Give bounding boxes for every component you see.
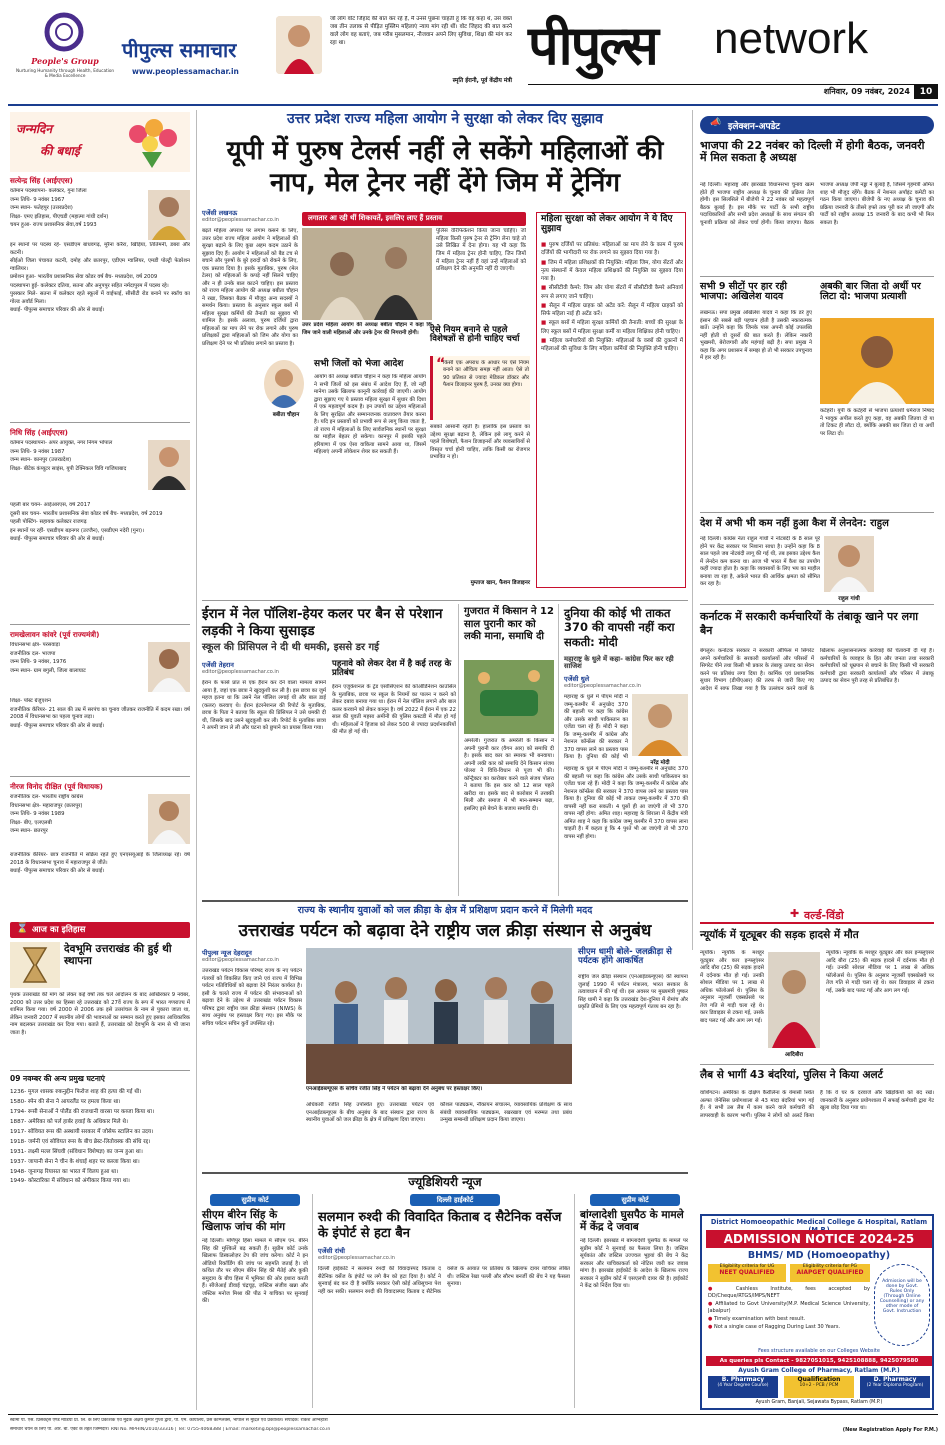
uttarakhand-photo [306,948,572,1084]
judiciary-b-body: दिल्ली हाईकोर्ट ने सलमान रुश्दी की विवादास्पद किताब द सैटेनिक वर्सेज के इंपोर्ट पर लगे बैन को हटा दिया है। कोर्ट ने सुनवाई बंद कर दी है क्योंकि सरकार ऐसी कोई अधिसूचना पेश नहीं कर सकी। सलमान रुश्दी की विवादास्पद किताब द सैटेनिक वर्सेज के आयात पर प्रतिबंध के खिलाफ दायर याचिका लंबित थी। जस्टिस रेखा पल्ली और सौरभ बनर्जी की बेंच ने यह फैसला सुनाया। [318,1266,570,1295]
suggestion-item: ■ सीसीटीवी कैमरे: जिम और योगा सेंटरों में सीसीटीवी कैमरे अनिवार्य रूप से लगाए जाने चाहिए। [541,285,683,300]
suggestions-title: महिला सुरक्षा को लेकर आयोग ने ये दिए सुझाव [541,214,673,234]
footer-rule [8,1414,938,1415]
court-badge: सुप्रीम कोर्ट [590,1194,680,1206]
masthead-rule [528,84,938,85]
uttarakhand-caption: एनआईडब्ल्यूएस के सचिव रंजीत सिंह ने पर्यटन को बढ़ावा देने अनुबंध पर हस्ताक्षर किए। [306,1086,483,1092]
event-item: 1918- जर्मनी एवं सोवियत रूस के बीच ब्रेस्ट-लितोवस्क की संधि रद्द। [10,1138,151,1145]
gujarat-photo [464,660,554,734]
lead-byline: एजेंसी लखनऊ [202,209,238,217]
judiciary-a-body: नई दिल्ली। मणिपुर हिंसा मामले में सीएम एन. बीरेन सिंह की मुश्किलें बढ़ सकती हैं। सुप्रीम कोर्ट उनके खिलाफ डिस्कलोज़र टेप की जांच करेगा। कोर्ट ने इन ऑडियो रिकॉर्डिंग की जांच पर सहमति जताई है। जो कथित तौर पर सीएम बीरेन सिंह की मैतेई और कुकी समुदाय के बीच हिंसा में भूमिका की ओर इशारा करती हैं। सीजेआई डीवाई चंद्रचूड़, जस्टिस संजीव खन्ना और जस्टिस मनोज मिश्रा की पीठ ने याचिका पर सुनवाई की। [202,1238,308,1305]
brand-hindi: पीपुल्स [528,14,657,77]
birthday-details: राजनीतिक दल- भारतीय राष्ट्रीय कांग्रेस विधानसभा क्षेत्र- महाराजपुर (छतरपुर) जन्म तिथि- 9 नवंबर 1989 शिक्षा- बीए, एलएलबी जन्म स्थान- छतरपुर [10,794,84,835]
iran-side-body: ईरान एजुकेशनल के ट्रेड एसोसिएशन की कोऑर्डिनेशन काउंसिल के मुताबिक, छात्रा पर स्कूल के नियमों का पालन न करने को लेकर दबाव बनाया गया था। ईरान में नेल पॉलिश लगाने और बाल कलर करवाने को लेकर कानून है। वर्ष 2022 में ईरान में एक 22 साल की युवती महसा अमीनी की पुलिस कस्टडी में मौत हो गई थी। महिलाओं ने हिजाब को लेकर 500 से ज्यादा प्रदर्शनकारियों की मौत हो गई थी। [332,684,456,736]
person-silhouette-icon [148,190,190,240]
ad-qualification: Qualification 10+2 - PCB / PCM [784,1376,854,1398]
divider [202,900,688,902]
lead-photo-caption: उत्तर प्रदेश महिला आयोग की अध्यक्ष बबीता चौहान ने कहा कि जिम जाने वाली महिलाओं और उनके ट्रेनर की निगरानी होगी। [302,322,432,336]
history-image [10,942,60,988]
lead-photo [302,228,432,320]
ad-ug-value: NEET QUALIFIED [719,1269,775,1276]
judiciary-section-title: ज्यूडिशियरी न्यूज [408,1175,482,1189]
column-divider [574,1194,575,1408]
judiciary-a-headline: सीएम बीरेन सिंह के खिलाफ जांच की मांग [202,1209,286,1233]
judiciary-b-email: editor@peoplessamachar.co.in [318,1255,395,1261]
lead-body: बढ़ते महिला अपराध पर लगाम कसने के लिए, उत्तर प्रदेश राज्य महिला आयोग ने महिलाओं की सुरक्षा बढ़ाने के लिए कुछ अहम कदम उठाने के सुझाव दिए हैं। आयोग ने महिलाओं को बैड टच से बचाने और पुरुषों के बुरे इरादों को रोकने के लिए, एक प्रस्ताव दिया है। इसके मुताबिक, पुरुष (मेल टेलर) को महिलाओं के कपड़े नहीं सिलने चाहिए और न ही उनके बाल काटने चाहिए। इस प्रस्ताव को राज्य महिला आयोग की अध्यक्ष बबीता चौहान ने रखा, जिसका बैठक में मौजूद अन्य सदस्यों ने समर्थन किया। प्रस्ताव के अनुसार स्कूल बसों में महिला सुरक्षा कर्मियों की तैनाती का सुझाव भी शामिल है। इसके अलावा, पुरुष दर्जियों द्वारा महिलाओं का माप लेने पर रोक लगाने और पुरुष प्रशिक्षकों द्वारा महिलाओं को जिम और योगा का प्रशिक्षण देने पर भी प्रतिबंध लगाने का प्रस्ताव है। [202,228,298,347]
page-number: 10 [914,85,938,99]
birthday-photo [148,642,190,692]
birthday-photo [148,440,190,490]
birthday-name: सत्येन्द्र सिंह (आईएएस) [10,176,73,185]
lead-kicker: उत्तर प्रदेश राज्य महिला आयोग ने सुरक्षा को लेकर दिए सुझाव [287,111,603,127]
masthead-quote-author: स्मृति ईरानी, पूर्व केंद्रीय मंत्री [452,78,512,84]
column-divider [558,604,559,896]
uttarakhand-kicker: राज्य के स्थानीय युवाओं को जल क्रीड़ा के क्षेत्र में प्रशिक्षण प्रदान करने में मिलेगी मदद [297,905,593,916]
nyc-caption: आदिबौरा [784,1052,804,1058]
paper-logo [122,36,272,64]
suggestion-item: ■ स्कूल बसों में महिला सुरक्षा कर्मियों की तैनाती: बच्चों की सुरक्षा के लिए स्कूल बसों में महिला सुरक्षा कर्मी या महिला शिक्षिका होनी चाहिए। [541,320,683,335]
judiciary-b-headline: सलमान रुश्दी की विवादित किताब द सैटेनिक वर्सेज के इंपोर्ट से हटा बैन [318,1210,562,1242]
group-tagline: Nurturing Humanity through Health, Education & Media Excellence [15,68,115,79]
divider [700,276,934,277]
event-item: 1931- लक्ष्मी मल्ल सिंघवी (संविधान विशेषज्ञ) का जन्म हुआ था। [10,1148,143,1155]
quote-mark-icon: “ [436,356,446,372]
election-lead-headline: भाजपा की 22 नवंबर को दिल्ली में होगी बैठक, जनवरी में मिल सकता है अध्यक्ष [700,139,925,165]
rahul-caption: राहुल गांधी [838,596,860,602]
divider [202,1172,688,1174]
ad-ug-box [708,1264,786,1282]
lead-quote-text: पुलिस वेरिफिकेशन किया जाना चाहिए। जो महिला किसी पुरुष ट्रेनर से ट्रेनिंग लेना चाहे तो उसे लिखित में देना होगा। यह भी कहा कि जिम में महिला ट्रेनर होनी चाहिए, जिन जिमों में महिला ट्रेनर नहीं हैं वहां उन्हें महिलाओं को प्रशिक्षण देने की अनुमति नहीं दी जाएगी। [436,228,526,273]
modi-body-cont: महाराष्ट्र के धुले में पीएम मोदी ने जम्मू-कश्मीर में अनुच्छेद 370 की बहाली पर कहा कि कांग्रेस और उसके साथी पाकिस्तान का एजेंडा चला रहे हैं। मोदी ने कहा कि जम्मू-कश्मीर में कांग्रेस और नेशनल कॉन्फ्रेंस की सरकार ने 370 वापस लाने का प्रस्ताव पास किया है। दुनिया की कोई भी ताकत जम्मू-कश्मीर में 370 की वापसी नहीं करा सकती। 4 घुसों ही आ जाएंगी तो भी 370 वापस नहीं होगा: अमित शाह। महाराष्ट्र के शिराला में केंद्रीय मंत्री अमित शाह ने कहा कि कांग्रेस जम्मू कश्मीर में 370 वापस लाना चाहती है। मैं कहता हूं कि 4 पुश्ते भी आ जाएंगी तो भी 370 वापस नहीं होगा। [564,766,688,840]
person-caption: बबीता चौहान [272,412,300,418]
divider [10,1070,190,1071]
sub1-title: सभी जिलों को भेजा आदेश [314,359,404,369]
ad-d-pharm: D. Pharmacy (2 Year Diploma Program) [860,1376,930,1398]
rahul-headline: देश में अभी भी कम नहीं हुआ कैश में लेनदेन: राहुल [700,518,889,529]
masthead-quote: जो लोग वोट जिहाद की बात कर रहे हैं, मैं उनसे पूछना चाहती हूं कि वह कहां थे, उस वक्त जब तीन तलाक से पीड़ित मुस्लिम महिलाएं न्याय मांग रही थीं। वोट जिहाद की बात करने वाले लोग वह बताएं, जब गरीब मुसलमान, नौजवान अपने लिए सुविधा, शिक्षा की मांग कर रहा था। [330,16,512,46]
ad-fees-note: Fees structure available on our Colleges Website [758,1348,880,1354]
ad-b-pharm: B. Pharmacy (4 Year Degree Course) [708,1376,778,1398]
lead-quote-label-bar [302,212,526,226]
car-burial-photo-icon [464,660,554,734]
person-silhouette-icon [264,360,304,408]
lead-email: editor@peoplessamachar.co.in [202,217,279,223]
column-divider [458,604,459,896]
uttarakhand-byline: पीपुल्स न्यूज देहरादून [202,949,252,957]
quote-author-photo [276,16,322,74]
modi-byline: एजेंसी धुले [564,675,590,683]
person-silhouette-icon [148,642,190,692]
birthday-name: रामखेलावन कांवरे (पूर्व राज्यमंत्री) [10,630,100,639]
event-item: 1949- कोस्टारिका में संविधान को अंगीकार किया गया था। [10,1178,130,1185]
iran-headline: ईरान में नेल पॉलिश-हेयर कलर पर बैन से परेशान लड़की ने किया सुसाइड [202,606,443,639]
network-brand [528,6,938,86]
group-name: People's Group [31,56,99,66]
peoples-group-logo-icon [44,12,84,52]
event-item: 1580- स्पेन की सेना ने आयरलैंड पर हमला किया था। [10,1098,121,1105]
group-logo-block [14,10,116,100]
suggestion-item: ■ जिम में महिला प्रशिक्षकों की नियुक्ति: महिला जिम, योगा सेंटरों और नृत्य संस्थानों में केवल महिला प्रशिक्षकों की नियुक्ति का सुझाव दिया गया है। [541,259,683,282]
history-headline: देवभूमि उत्तराखंड की हुई थी स्थापना [64,943,172,967]
candidate-poster-icon [820,318,934,404]
header-rule [8,104,938,106]
sub2-quote: किसी एक अपराध के आधार पर ऐसे नियम बनाने का औचित्य समझ नहीं आता। ऐसे तो 90 प्रतिशत से ज्यादा मेडिकल डॉक्टर और फैशन डिजाइनर पुरुष हैं, उनका क्या होगा। [443,360,529,389]
event-item: 1794- रूसी सेनाओं ने पोलैंड की राजधानी वारसा पर कब्जा किया था। [10,1108,155,1115]
court-badge: सुप्रीम कोर्ट [210,1194,300,1206]
suggestions-box [536,212,686,588]
lead-headline: यूपी में पुरुष टेलर्स नहीं ले सकेंगे महिलाओं की नाप, मेल ट्रेनर नहीं देंगे जिम में ट्रेनिंग [226,136,664,198]
paper-name: पीपुल्स समाचार [122,38,237,62]
flower-bouquet-icon [120,116,184,168]
karnataka-body: बेंगलुरु। कर्नाटक सरकार ने सरकारी ऑफिस में सिगरेट अपने कर्मचारियों के सरकारी कार्यालयों और परिसरों में सिगरेट पीने तथा किसी भी प्रकार के तंबाकू उत्पाद का सेवन करने पर प्रतिबंध लगा दिया है। कार्मिक एवं प्रशासनिक सुधार विभाग (डीपीएआर) की तरफ से जारी किए गए आदेश में साफ लिखा गया है कि उल्लंघन करने वालों के खिलाफ अनुशासनात्मक कार्रवाई की चेतावनी दी गई है। कर्मचारियों के व्यवहार के हित और जनता तथा सरकारी कर्मचारियों को धूम्रपान से बचाने के लिए किसी भी सरकारी कर्मचारी द्वारा सरकारी कार्यालयों और परिसर में तंबाकू उत्पाद का सेवन पूरी तरह से प्रतिबंधित है। [700,648,934,692]
iran-email: editor@peoplessamachar.co.in [202,669,279,675]
divider [202,600,688,601]
footer-line-1: स्वामी पी. एस. प्रिसेक्ट्स एण्ड मीडिया प्रा. लि. के लिए प्रकाशक एवं मुद्रक अक्षय कुमार गुप्ता द्वारा, पी. एम. कार्यालय, प्रेस कॉम्प्लेक्स, भोपाल से मुद्रित एवं प्रकाशित। संपादक: राकेश अग्निहोत्री [10,1418,328,1423]
brand-english: network [714,14,869,63]
modi-email: editor@peoplessamachar.co.in [564,683,641,689]
judiciary-c-headline: बांग्लादेशी घुसपैठ के मामले में केंद्र दे जवाब [580,1209,684,1233]
divider [700,1064,934,1065]
hourglass-icon: ⌛ [16,923,29,934]
sub2-title: ऐसे नियम बनाने से पहले विशेषज्ञों से होनी चाहिए चर्चा [430,325,520,345]
divider [10,776,190,777]
suggestion-item: ■ महिला कर्मचारियों की नियुक्ति: महिलाओं के वस्त्रों की दुकानों में महिलाओं की सुविधा के लिए महिला कर्मियों की नियुक्ति होनी चाहिए। [541,337,683,352]
person-silhouette-icon [824,536,874,592]
iran-subhead: स्कूल की प्रिंसिपल ने दी थी धमकी, इससे डर गई [202,642,380,653]
divider [700,512,934,513]
nyc-body: न्यूयॉर्क। न्यूयॉर्क के मशहूर यूट्यूबर और कार इन्फ्लुएंसर आदि बौरा (25) की सड़क हादसे में दर्दनाक मौत हो गई। उनकी सोशल मीडिया पर 1 लाख से अधिक फॉलोअर्स थे। पुलिस के अनुसार न्यूजर्सी एक्सप्रेसवे पर तेज गति से गाड़ी चला रहे थे। कार डिवाइडर से टकरा गई, उसके बाद पलट गई और आग लग गई। [700,950,764,1024]
hourglass-illustration-icon [10,942,60,988]
agreement-signing-photo-icon [306,948,572,1084]
uttarakhand-col2-body: अधिकारी रंजीत सिंह उपस्थित हुए। उत्तराखंड पर्यटन एवं एनआईडब्ल्यूएस के बीच अनुबंध के बाद संस्थान द्वारा राज्य के स्थानीय युवाओं को जल क्रीड़ा के क्षेत्र में प्रशिक्षण दिया जाएगा। [306,1102,434,1124]
ad-college: District Homoeopathic Medical College & Hospital, Ratlam [710,1218,928,1226]
birthday-details: राजनीतिक कॅरियर- छात्र राजनीति में सक्रिय रहते हुए एनएसयूआई के जिलाध्यक्ष रहे। वर्ष 2018 के विधानसभा चुनाव में महाराजपुर से जीते। बधाई- पीपुल्स समाचार परिवार की ओर से बधाई। [10,852,190,875]
event-item: 1948- जूनागढ़ रियासत का भारत में विलय हुआ था। [10,1168,119,1175]
gujarat-headline: गुजरात में किसान ने 12 साल पुरानी कार को लकी माना, समाधि दी [464,606,554,642]
uttarakhand-col3-body: कौशल पाठ्यक्रम, नौकायन संचालन, व्यावसायिक प्रशिक्षण के साथ संबंधी व्यावसायिक पाठ्यक्रम, रखरखाव एवं मरम्मत तथा प्रबंध उन्मुख सम्बन्धी प्रशिक्षण प्रदान किया जाएगा। [440,1102,572,1124]
column-divider [692,110,693,950]
footer-registration-note: (New Registration Apply For P.M.) [842,1427,938,1433]
sub2-body: सबको आसानी रहती है। हालांकि इस प्रस्ताव का उद्देश्य सुरक्षा बढ़ाना है, लेकिन इसे लागू करने से पहले विशेषज्ञों, फैशन डिजाइनरों और व्यवसायियों से विस्तृत चर्चा होनी चाहिए, ताकि किसी का रोजगार प्रभावित न हो। [430,424,530,461]
column-divider [196,110,197,1410]
ad-address: Ayush Gram, Banjali, Sejawata Bypass, Ratlam (M.P.) [755,1400,883,1405]
column-divider [312,1194,313,1408]
megaphone-icon: 📣 [710,118,722,128]
election-tag: इलेक्शन-अपडेट [728,122,780,132]
ad-courses: BHMS/ MD (Homoeopathy) [747,1250,891,1261]
iran-byline: एजेंसी तेहरान [202,661,234,669]
iran-side-title: पहनावे को लेकर देश में है कई तरह के प्रतिबंध [332,659,452,679]
person-silhouette-icon [276,16,322,74]
suggestions-list [541,241,683,585]
ad-features: ● Cashless Institute, fees accepted by DD/Cheque/RTGS/IMPS/NEFT ● Affiliated to Govt University(M.P. Medical Science University, Jabalpur) ● Timely examination with best result. ● Not a single case of Ragging During Last 30 Years. [708,1286,870,1330]
meeting-photo-icon [302,228,432,320]
sub2-quote-box [430,356,530,420]
person-photo [264,360,304,408]
ad-pg-box [790,1264,870,1282]
ad-bottom-college: Ayush Gram College of Pharmacy, Ratlam (M.P.) [738,1367,900,1374]
world-tag-bar [700,906,934,924]
birthday-name: नीरज विनोद दीक्षित (पूर्व विधायक) [10,782,103,791]
birthday-details: इन स्थानों पर पदस्थ रहे- एसडीएम बांधवगढ़, मुरैना करैरा, खिड़िया, तितिमनी, डबरा और कटनी। सीईओ जिला पंचायत कटनी, दमोह और छतरपुर, एडीएम ग्वालियर, एमडी पोल्ट्री फेडरेशन ग्वालियर। प्रमोशन हुआ- भारतीय प्रशासनिक सेवा कोडर वर्ष बैच- मध्यप्रदेश, वर्ष 2009 पदस्थापना हुई- कलेक्टर दतिया, सतना और अनुपपुर सहित नर्मदापुरम में पदस्थ रहे। पुरस्कार मिले- सतना में कलेक्टर रहते स्कूलों में वाईफाई, सीसीटी रोड बनाने पर स्कॉच का गोल्ड अवॉर्ड मिला। बधाई- पीपुल्स समाचार परिवार की ओर से बधाई। [10,242,190,314]
suggestion-item: ■ सैलून में महिला ग्राहक को अटेंड करें: सैलून में महिला ग्राहकों को सिर्फ महिला नाई ही अटेंड करें। [541,302,683,317]
footer-line-2: समाचार चयन के लिए पी. आर. बी. एक्ट के तहत जिम्मेदार। RNI No. MPHIN/2010/33316 | Tel: 0755-4068388 | Email: marketing.bpl@peoplessamachar.co.in [10,1427,331,1432]
event-item: 1937- जापानी सेना ने चीन के शंघाई शहर पर कब्जा किया था। [10,1158,140,1165]
person-silhouette-icon [632,694,688,756]
nyc-photo [768,952,820,1048]
issue-date: शनिवार, 09 नवंबर, 2024 [823,87,910,96]
karnataka-headline: कर्नाटक में सरकारी कर्मचारियों के तंबाकू खाने पर लगा बैन [700,610,919,637]
ad-ug-label: Eligibility criteria for UG [719,1264,775,1269]
ad-pg-label: Eligibility criteria for PG [802,1264,858,1269]
person-silhouette-icon [768,952,820,1048]
sub1-body: आयोग की अध्यक्ष बबीता चौहान ने कहा कि महिला आयोग ने सभी जिलों को इस संबंध में आदेश दिए हैं, जो नहीं मानेगा उसके खिलाफ कानूनी कार्रवाई की जाएगी। आयोग द्वारा सुझाए गए ये प्रस्ताव महिला सुरक्षा में सुधार की दिशा में एक महत्वपूर्ण कदम है। इन उपायों का उद्देश्य महिलाओं के लिए सुरक्षित और सम्मानजनक वातावरण तैयार करना है। यदि इन प्रस्तावों को प्रभावी रूप से लागू किया जाता है, तो राज्य में महिलाओं के लिए सार्वजनिक स्थानों पर सुरक्षा का माहौल बेहतर हो सकेगा। कानपुर में इसकी पहले हरियाणा में एक ऐसा वाकिया सामने आया था, जिसमें महिलाएं अपनी लोकेशन शेयर कर सकती हैं। [314,374,426,456]
birthday-details: पहली बार चयन- आईआरएस, वर्ष 2017 दूसरी बार चयन- भारतीय प्रशासनिक सेवा कोडर वर्ष बैच- मध्यप्रदेश, वर्ष 2019 पहली पोस्टिंग- सहायक कलेक्टर राजगढ़ इन स्थानों पर रहीं- एसडीएम बड़नगर (उज्जैन), एसडीएम नदेरी (गुना)। बधाई- पीपुल्स समाचार परिवार की ओर से बधाई। [10,502,163,543]
sub2-author: मुम्ताज खान, फैशन डिजाइनर [470,580,530,586]
ad-side-note: Admission will be done by Govt. Rules Only (Through Online Counselling) or any other mode of Govt. Instruction [874,1264,930,1346]
uttarakhand-headline: उत्तराखंड पर्यटन को बढ़ावा देने राष्ट्रीय जल क्रीड़ा संस्थान से अनुबंध [238,921,652,941]
divider [700,604,934,605]
birthday-details: विधानसभा क्षेत्र- परसवाड़ा राजनीतिक दल- भाजपा जन्म तिथि- 9 नवंबर, 1976 जन्म स्थान- ग्राम बगुली, जिला बालाघाट [10,642,86,674]
modi-subhead: महाराष्ट्र के धुले में कहा- कांग्रेस फिर कर रही साजिश [564,655,674,671]
history-section-title: आज का इतिहास [32,925,86,935]
katihar-headline: अबकी बार जिता दो अर्थी पर लिटा दो: भाजपा प्रत्याशी [820,281,921,303]
judiciary-c-body: नई दिल्ली। झारखंड में बांग्लादेशी घुसपैठ के मामले पर सुप्रीम कोर्ट ने सुनवाई का फैसला लिया है। जस्टिस सूर्यकांत और जस्टिस उज्ज्वल भुइयां की बेंच ने केंद्र सरकार और याचिकाकर्ता को नोटिस जारी कर जवाब मांगा है। झारखंड हाईकोर्ट के आदेश के खिलाफ राज्य सरकार ने सुप्रीम कोर्ट में एसएलपी दायर की है। हाईकोर्ट ने केंद्र को निर्देश दिया था। [580,1238,688,1290]
birthday-photo [148,190,190,240]
birthday-photo [148,794,190,844]
ad-queries[interactable]: As queries pls Contact - 9827051015, 9425108888, 9425079580 [706,1356,932,1366]
election-tag-bar [700,116,934,134]
katihar-photo [820,318,934,404]
nyc-headline: न्यूयॉर्क में यूट्यूबर की सड़क हादसे में मौत [700,929,859,941]
court-badge: दिल्ली हाईकोर्ट [410,1194,500,1206]
nyc-body-cont: न्यूयॉर्क। न्यूयॉर्क के मशहूर यूट्यूबर और कार इन्फ्लुएंसर आदि बौरा (25) की सड़क हादसे में दर्दनाक मौत हो गई। उनकी सोशल मीडिया पर 1 लाख से अधिक फॉलोअर्स थे। पुलिस के अनुसार न्यूजर्सी एक्सप्रेसवे पर तेज गति से गाड़ी चला रहे थे। कार डिवाइडर से टकरा गई, उसके बाद पलट गई और आग लग गई। [826,950,934,994]
rahul-photo [824,536,874,592]
events-title: 09 नवम्बर की अन्य प्रमुख घटनाएं [10,1074,105,1083]
modi-photo [632,694,688,756]
iran-body: ईरान के फार्स प्रांत से एक हैरान कर देने वाला मामला सामने आया है, जहां एक छात्रा ने खुदकुशी कर ली है। इस छात्रा का जुर्म महज इतना था कि उसने नेल पॉलिश लगाई थी और बाल डाई (कलर) करवाए थे। ईरान इंटरनेशनल की रिपोर्ट के मुताबिक, छात्रा के पिता ने बताया कि स्कूल की प्रिंसिपल ने उसे धमकी दी थी, जिसके बाद उसने खुदकुशी कर ली। रिपोर्ट के मुताबिक छात्रा ने अपनी जान ले ली और घटना को छुपाने का प्रयास किया गया। [202,680,326,732]
globe-icon: ✚ [790,907,800,920]
monkey-headline: लैब से भागीं 43 बंदरियां, पुलिस ने किया अलर्ट [700,1069,883,1081]
history-section-header [10,922,190,938]
admission-ad[interactable] [700,1214,934,1410]
rahul-body: नई दिल्ली। कांग्रेस नेता राहुल गांधी ने नोटबंदी के 8 साल पूरे होने पर केंद्र सरकार पर निशाना साधा है। उन्होंने कहा कि 8 साल पहले जब नोटबंदी लागू की गई थी, तब इसका उद्देश्य कैश में लेनदेन कम करना था। आज भी भारत में कैश का उपयोग कहीं ज्यादा होता है। कहा कि व्यवसायों के लिए भय का माहौल बनाया जा रहा है, अकेले भारत की आर्थिक क्षमता को सीमित कर रहा है। [700,536,820,588]
uttarakhand-email: editor@peoplessamachar.co.in [202,957,279,963]
events-list [10,1088,190,1406]
world-tag: वर्ल्ड-विंडो [804,909,844,922]
modi-caption: नरेंद्र मोदी [650,760,670,766]
uttarakhand-side-title: सीएम धामी बोले- जलक्रीड़ा से पर्यटक होंगे आकर्षित [578,947,672,967]
birthday-details: वर्तमान पदस्थापना- कलेक्टर, गुना जिला जन्म तिथि- 9 नवंबर 1967 जन्म स्थान- फतेहपुर (उत्तरप्रदेश) शिक्षा- एमए इतिहास, पीएचडी (महात्मा गांधी दर्शन) चयन हुआ- राज्य प्रशासनिक सेवा,वर्ष 1993 [10,188,109,229]
uttarakhand-side-body: राष्ट्रीय जल क्रीड़ा संस्थान (एनआईडब्ल्यूएस) की स्थापना जुलाई 1990 में पर्यटन मंत्रालय, भारत सरकार के तत्वावधान में की गई थी। इस अवसर पर मुख्यमंत्री पुष्कर सिंह धामी ने कहा कि उत्तराखंड देश-दुनिया में रोमांच और प्रकृति प्रेमियों के लिए एक महत्वपूर्ण गंतव्य बन रहा है। [578,974,688,1011]
person-silhouette-icon [148,440,190,490]
modi-body: महाराष्ट्र के धुले में पीएम मोदी ने जम्मू-कश्मीर में अनुच्छेद 370 की बहाली पर कहा कि कांग्रेस और उसके साथी पाकिस्तान का एजेंडा चला रहे हैं। मोदी ने कहा कि जम्मू-कश्मीर में कांग्रेस और नेशनल कॉन्फ्रेंस की सरकार ने 370 वापस लाने का प्रस्ताव पास किया है। दुनिया की कोई भी [564,694,628,760]
akhilesh-headline: सभी 9 सीटों पर हार रही भाजपा: अखिलेश यादव [700,281,787,303]
monkey-body: वाशिंगटन। अमेरिका के दक्षिण कैरोलिना के येमासी स्थित अल्फा जेनेसिस प्रयोगशाला से 43 मादा बंदरियां भाग गई हैं। ये सभी उस लैब में काम करने वाले कर्मचारी की लापरवाही के कारण भागीं। पुलिस ने लोगों को अलर्ट किया है कि वे घर के दरवाजे और खिड़कियों को बंद रखें। जानकारी के अनुसार प्रयोगशाला में सफाई कर्मचारी द्वारा गेट खुला छोड़ दिया गया था। [700,1090,934,1119]
divider [10,624,190,625]
birthday-title-bottom: की बधाई [40,144,80,158]
katihar-body: कटेहरी। यूपी के कटेहरी से भाजपा प्रत्याशी धर्मराज निषाद ने भावुक अपील करते हुए कहा, वह अबकी जितवा दो या तो टिकट ही लौटा दो, क्योंकि अबकी बार जिता दो या अर्थी पर लिटा दो। [820,408,934,437]
event-item: 1236- मुगल शासक रुकनुद्दीन फिरोज शाह की हत्या की गई थी। [10,1089,142,1095]
judiciary-b-byline: एजेंसी रांची [318,1247,345,1255]
election-lead-body: नई दिल्ली। महाराष्ट्र और झारखंड विधानसभा चुनाव खत्म होते ही भाजपा राष्ट्रीय अध्यक्ष के चुनाव की प्रक्रिया तेज होगी। इस सिलसिले में बीजेपी ने 22 नवंबर को महत्वपूर्ण बैठक बुलाई है। इस मौके पर पार्टी के सभी राष्ट्रीय पदाधिकारियों और सभी प्रदेश अध्यक्षों के साथ संगठन की चुनावी प्रक्रिया को लेकर चर्चा होगी। किया जाएगा। बैठक भाजपा अध्यक्ष जेपी नड्डा ने बुलाई है, जिसमें गृहमंत्री अमित शाह भी मौजूद रहेंगे। बैठक में नेशनल अपॉइंट कमेटी का गठन किया जाएगा। बीजेपी के नए अध्यक्ष के चुनाव की प्रक्रिया जनवरी के तीसरे हफ्ते तक पूरी कर ली जाएगी और पार्टी को राष्ट्रीय अध्यक्ष 15 जनवरी के बाद कभी भी मिल सकता है। [700,182,934,226]
birthday-details: वर्तमान पदस्थापना- अपर आयुक्त, नगर निगम भोपाल जन्म तिथि- 9 नवंबर 1987 जन्म स्थान- कानपुर (उत्तरप्रदेश) शिक्षा- बीटेक कंप्यूटर साइंस, यूपी टेक्निकल विवि गाजियाबाद [10,440,127,472]
ad-pg-value: AIAPGET QUALIFIED [796,1269,864,1276]
event-item: 1917- सोवियत रूस की अस्थायी सरकार में जोसेफ स्टालिन का उदय। [10,1128,154,1135]
birthday-header [10,112,190,172]
lead-quote-label: लगातार आ रही थीं शिकायतें, इसलिए लाए हैं प्रस्ताव [308,214,443,222]
event-item: 1887- अमेरिका को पर्ल हार्बर हवाई के अधिकार मिले थे। [10,1118,129,1125]
akhilesh-body: लखनऊ। सपा प्रमुख अखिलेश यादव ने कहा कि डरे हुए इंसान की सबसे बड़ी पहचान होती है उसकी नकारात्मक बातें। उन्होंने कहा कि जिनके पास अपनी कोई उपलब्धि नहीं होती वो दूसरों की बात करते हैं। लेकिन नकारी भुखमरी, बेरोजगारी और महंगाई बढ़ी है। सपा प्रमुख ने कहा कि अगर प्रशासन में समझ हो तो भी सरकार उपचुनाव में हार रही है। [700,310,812,362]
website-link[interactable]: www.peoplessamachar.in [132,67,239,76]
divider [10,422,190,423]
modi-headline: दुनिया की कोई भी ताकत 370 की वापसी नहीं करा सकती: मोदी [564,606,675,649]
ad-title: ADMISSION NOTICE 2024-25 [706,1230,932,1248]
birthday-details: शिक्षा- पोस्ट ग्रेजुएशन राजनीतिक कॅरियर- 21 साल की उम्र में सरपंच का चुनाव जीतकर राजनीति में कदम रखा। वर्ष 2008 में विधानसभा का पहला चुनाव लड़ा। बधाई- पीपुल्स समाचार परिवार की ओर से बधाई। [10,698,190,729]
history-body: पृथक उत्तराखंड की मांग को लेकर कई वर्षों तक चले आंदोलन के बाद आखिरकार 9 नवंबर, 2000 को उत्तर प्रदेश का हिस्सा रहे उत्तराखंड को 27वें राज्य के रूप में भारत गणराज्य में शामिल किया गया। वर्ष 2000 से 2006 तक इसे उत्तरांचल के नाम से पुकारा जाता था, लेकिन जनवरी 2007 में स्थानीय लोगों की भावनाओं का सम्मान करते हुए इसका आधिकारिक नाम बदलकर उत्तराखंड कर दिया गया। बताते हैं, उत्तराखंड को देवभूमि के नाम से भी जाना जाता है। [10,992,190,1036]
suggestion-item: ■ पुरुष दर्जियों पर प्रतिबंध: महिलाओं का माप लेने के काम में पुरुष दर्जियों की भागीदारी पर रोक लगाने का सुझाव दिया गया है। [541,242,683,257]
uttarakhand-body: उत्तराखंड पर्यटन विकास परिषद राज्य के नए पर्यटन गंतव्यों को विकसित किए जाने एवं राज्य में विभिन्न पर्यटन गतिविधियों को बढ़ावा देने निरंतर कार्यरत है। इसी के चलते राज्य में पर्यटन की संभावनाओं को बढ़ावा देने के उद्देश्य से उत्तराखंड पर्यटन विकास परिषद द्वारा राष्ट्रीय जल क्रीड़ा संस्थान (NIWS) के साथ अनुबंध पर हस्ताक्षर किए गए। इस मौके पर सचिव पर्यटन सचिन कुर्वे उपस्थित रहे। [202,968,302,1027]
gujarat-body: अमरेली। गुजरात के अमरेली के किसान ने अपनी पुरानी कार (वैगन आर) को समाधि दी है। इसके बाद कार का स्मारक भी बनवाया। अपनी लकी कार को समाधि देने किसान संजय पोलरा ने विधि-विधान से पूजा भी की। कॉन्ट्रैक्टर का कारोबार करने वाले संजय पोलरा ने बताया कि इस कार को 12 साल पहले खरीदा था। इसके बाद से कारोबार में तरक्की मिली और समाज में भी मान-सम्मान बढ़ा, इसलिए इसे बेचने के बजाय समाधि दी। [464,738,554,812]
person-silhouette-icon [148,794,190,844]
birthday-title-top: जन्मदिन [16,122,53,136]
birthday-name: निधि सिंह (आईएएस) [10,428,68,437]
